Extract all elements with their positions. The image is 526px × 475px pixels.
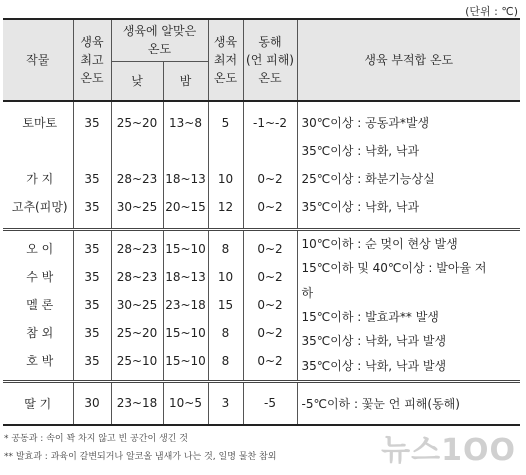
header-max-temp: 생육 최고 온도 xyxy=(73,19,111,101)
table-row-group-2 xyxy=(3,229,520,381)
crop-cell: 딸 기 xyxy=(3,381,73,425)
frost-temp-cell: -5 xyxy=(243,381,297,425)
min-temp-cell: 8 10 15 8 8 xyxy=(208,229,243,381)
night-temp-cell: 15~10 18~13 23~18 15~10 15~10 xyxy=(163,229,208,381)
unsuitable-temp-cell: -5℃이하 : 꽃눈 언 피해(동해) xyxy=(297,381,520,425)
header-frost-temp: 동해 (언 피해) 온도 xyxy=(243,19,297,101)
table-row-group-1 xyxy=(3,101,520,229)
frost-temp-cell: 0~2 0~2 0~2 0~2 0~2 xyxy=(243,229,297,381)
table-row-group-3 xyxy=(3,381,520,425)
day-temp-cell: 25~20 28~23 30~25 xyxy=(111,101,163,229)
header-night: 밤 xyxy=(163,61,208,101)
unsuitable-temp-cell: 10℃이하 : 순 멎이 현상 발생 15℃이하 및 40℃이상 : 발아율 저 하 15℃이하 : 발효과** 발생 35℃이상 : 낙화, 낙과 발생 35℃이상 : 낙화, 낙과 발생 xyxy=(297,229,520,381)
frost-temp-cell: -1~-2 0~2 0~2 xyxy=(243,101,297,229)
crop-cell: 오 이 수 박 멜 론 참 외 호 박 xyxy=(3,229,73,381)
max-temp-cell: 35 35 35 35 35 xyxy=(73,229,111,381)
day-temp-cell: 23~18 xyxy=(111,381,163,425)
footnote-2: ** 발효과 : 과육이 갈변되거나 알코올 냄새가 나는 것, 일명 물찬 참외 xyxy=(4,452,277,462)
header-day: 낮 xyxy=(111,61,163,101)
unit-label: (단위 : ℃) xyxy=(465,5,518,18)
night-temp-cell: 10~5 xyxy=(163,381,208,425)
crop-cell: 토마토 가 지 고추(피망) xyxy=(3,101,73,229)
temperature-table xyxy=(3,18,520,426)
unsuitable-temp-cell: 30℃이상 : 공동과*발생 35℃이상 : 낙화, 낙과 25℃이상 : 화분기능상실 35℃이상 : 낙화, 낙과 xyxy=(301,115,435,214)
header-unsuitable-temp: 생육 부적합 온도 xyxy=(297,19,520,101)
day-temp-cell: 28~23 28~23 30~25 25~20 25~10 xyxy=(111,229,163,381)
max-temp-cell: 35 35 35 xyxy=(73,101,111,229)
min-temp-cell: 5 10 12 xyxy=(208,101,243,229)
night-temp-cell: 13~8 18~13 20~15 xyxy=(163,101,208,229)
header-min-temp: 생육 최저 온도 xyxy=(208,19,243,101)
footnote-1: * 공동과 : 속이 꽉 차지 않고 빈 공간이 생긴 것 xyxy=(4,434,188,444)
min-temp-cell: 3 xyxy=(208,381,243,425)
max-temp-cell: 30 xyxy=(73,381,111,425)
watermark-logo: 뉴스1OO xyxy=(381,433,516,468)
header-optimal-temp: 생육에 알맞은 온도 xyxy=(111,19,208,61)
header-crop: 작물 xyxy=(3,19,73,101)
